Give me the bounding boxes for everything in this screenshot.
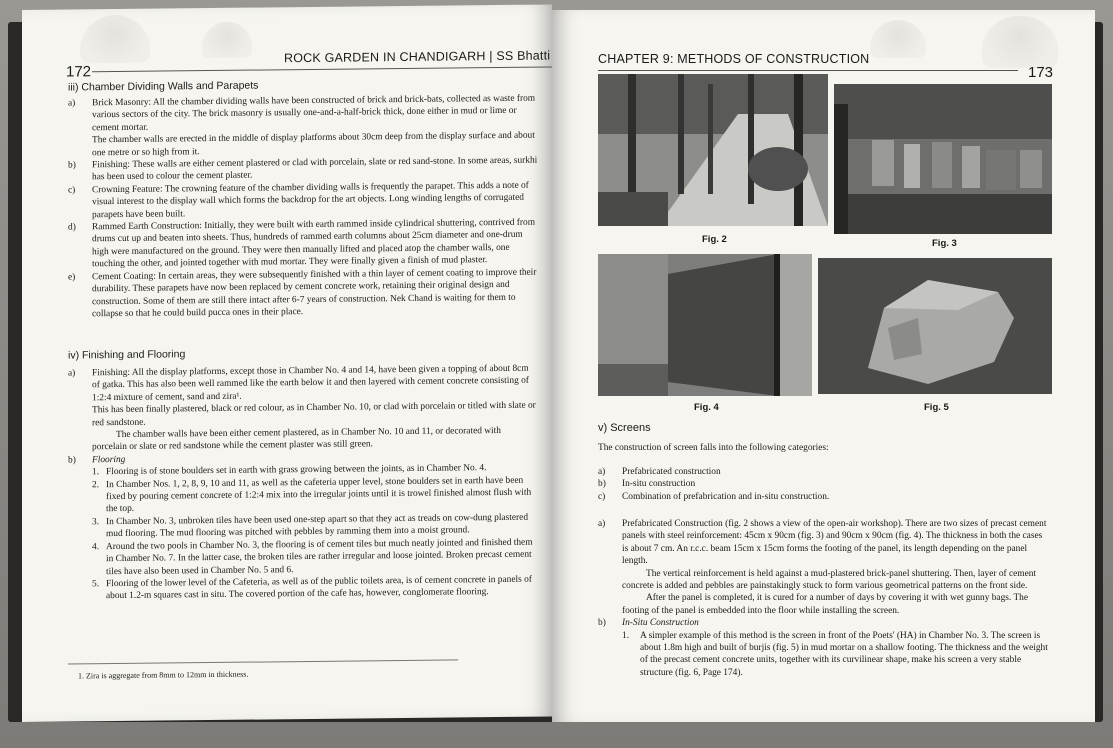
paragraph: The chamber walls have been either cement plastered, as in Chamber No. 10 and 11, or decorated with porcelain or slate or red sandstone while the cement plaster was still green. bbox=[92, 426, 501, 453]
paragraph: After the panel is completed, it is cured for a number of days by covering it with wet gunny bags. The footing of the panel is embedded into the floor while installing the screen. bbox=[622, 593, 1029, 616]
page-number: 172 bbox=[66, 63, 92, 81]
list-item: c) Crowning Feature: The crowning feature of the chamber dividing walls is frequently the parapet. This adds a note of visual interest to the display wall which forms the backdrop for the art objects. Long winding lengths of corrugated parapets have been built. bbox=[68, 180, 529, 220]
list-item: a) Brick Masonry: All the chamber dividing walls have been constructed of brick and brick-bats, collected as waste from various sectors of the city. The brick masonry is usually one-and-a-half-brick thick, done either in mud or lime or cement mortar. bbox=[68, 93, 536, 134]
caption: Fig. 4 bbox=[694, 402, 719, 413]
caption: Fig. 3 bbox=[932, 238, 957, 249]
list-item: b) Finishing: These walls are either cement plastered or clad with porcelain, slate or red sand-stone. In some areas, surkhi has been used to colour the cement plaster. bbox=[68, 155, 538, 183]
list-item: a) Finishing: All the display platforms, except those in Chamber No. 4 and 14, have been given a topping of about 8cm of gatka. This has also been well rammed like the earth below it and then layered with cement concrete consisting of 1:2:4 mixture of cement, sand and zira¹. bbox=[68, 363, 529, 404]
running-head: ROCK GARDEN IN CHANDIGARH | SS Bhatti bbox=[284, 48, 551, 66]
header-rule bbox=[598, 70, 1018, 71]
list-item: 1. A simpler example of this method is the screen in front of the Poets' (HA) in Chamber No. 3. The screen is about 1.8m high and built of burjis (fig. 5) in mud mortar on a shallow footing. The thickness and the weight of the precast cement concrete units, together with its curvilinear shape, make his screen a very stable structure (fig. 6, Page 174). bbox=[622, 630, 1048, 678]
footnote: 1. Zira is aggregate from 8mm to 12mm in thickness. bbox=[78, 669, 249, 681]
section-heading: v) Screens bbox=[598, 422, 651, 434]
running-head: CHAPTER 9: METHODS OF CONSTRUCTION bbox=[598, 52, 870, 66]
caption: Fig. 5 bbox=[924, 402, 949, 413]
section-v-body bbox=[598, 518, 1050, 679]
caption: Fig. 2 bbox=[702, 234, 727, 245]
header-sculpture-ornament bbox=[870, 20, 926, 58]
section-heading: iv) Finishing and Flooring bbox=[68, 348, 186, 362]
paragraph: The vertical reinforcement is held against a mud-plastered brick-panel shuttering. Then, layer of cement concrete is added and pebbles are painstakingly stuck to form various geometrical patterns on the front side. bbox=[622, 568, 1037, 592]
paragraph: This has been finally plastered, black or red colour, as in Chamber No. 10, or clad with porcelain or titled with slate or red sandstone. bbox=[92, 400, 536, 428]
list-item: a) Prefabricated Construction (fig. 2 shows a view of the open-air workshop). There are two sizes of precast cement panels with steel reinforcement: 45cm x 90cm (fig. 3) and 90cm x 90cm (fig. 4). The thickness in both the cases is about 7 cm. An r.c.c. beam 15cm x 15cm forms the footing of the panel, its length depending on the panel length. bbox=[598, 519, 1047, 567]
header-sculpture-ornament bbox=[202, 22, 252, 59]
list-item: 1. Flooring is of stone boulders set in earth with grass growing between the joints, as in Chamber No. 4. bbox=[92, 463, 487, 478]
right-page bbox=[552, 10, 1095, 722]
list-item: 4. Around the two pools in Chamber No. 3, the flooring is of cement tiles but much neatly jointed and finished them in Chamber No. 7. In the latter case, the broken tiles are rather irregular and loose jointed. Broken precast cement tiles have also been used in Chamber No. 5 and 6. bbox=[92, 537, 533, 577]
list-item: 5. Flooring of the lower level of the Cafeteria, as well as of the public toilets area, is of cement concrete in panels of about 1.2-m squares cast in situ. The covered portion of the cafe has, however, conglomerate flooring. bbox=[92, 574, 532, 602]
photo-fig-5 bbox=[818, 258, 1052, 394]
section-iv-body bbox=[68, 363, 538, 604]
list-item: d) Rammed Earth Construction: Initially, they were built with earth rammed inside cylindrical shuttering, contrived from drums cut up and beaten into sheets. Thus, hundreds of rammed earth columns about 25cm diameter and one-drum high were manufactured on the ground. They were then manually lifted and placed atop the chamber walls, one touching the other, and jointed together with mud mortar. They were finally given a finish of mud plaster. bbox=[68, 217, 536, 270]
list-item: b) In-Situ Construction bbox=[598, 618, 699, 629]
section-iii-body bbox=[68, 93, 538, 321]
section-heading: iii) Chamber Dividing Walls and Parapets bbox=[68, 79, 259, 94]
list-item: e) Cement Coating: In certain areas, they were subsequently finished with a thin layer of cement coating to improve their durability. These parapets have now been replaced by cement concrete work, retaining their original design and construction. Some of them are still there intact after 6-7 years of construction. Nek Chand is waiting for them to collapse so that he could build pucca ones in their place. bbox=[68, 267, 537, 320]
list-item: c) Combination of prefabrication and in-situ construction. bbox=[598, 491, 830, 502]
list-item: b) In-situ construction bbox=[598, 479, 696, 490]
paragraph: The chamber walls are erected in the middle of display platforms about 30cm deep from the display surface and about one metre or so high from it. bbox=[92, 130, 535, 158]
photo-fig-4 bbox=[598, 254, 812, 396]
photo-fig-3 bbox=[834, 84, 1052, 234]
list-item: b) Flooring bbox=[68, 454, 126, 466]
left-page bbox=[22, 4, 552, 722]
list-item: 3. In Chamber No. 3, unbroken tiles have been used one-step apart so that they act as treads on cow-dung plastered mud flooring. The mud flooring was pitched with pebbles by ramming them into a moist ground. bbox=[92, 512, 529, 540]
header-sculpture-ornament bbox=[80, 15, 150, 64]
category-list bbox=[598, 466, 1050, 503]
header-sculpture-ornament bbox=[982, 16, 1058, 68]
page-number: 173 bbox=[1028, 64, 1054, 81]
list-item: 2. In Chamber Nos. 1, 2, 8, 9, 10 and 11, as well as the cafeteria upper level, stone boulders set in earth have been fixed by pouring cement concrete of 1:2:4 mix into the irregular joints until it is trowel finished almost flush with the top. bbox=[92, 475, 532, 515]
header-rule bbox=[92, 66, 552, 72]
photo-fig-2 bbox=[598, 74, 828, 226]
paragraph: The construction of screen falls into the following categories: bbox=[598, 443, 829, 453]
list-item: a) Prefabricated construction bbox=[598, 467, 721, 477]
footnote-rule bbox=[68, 659, 458, 664]
